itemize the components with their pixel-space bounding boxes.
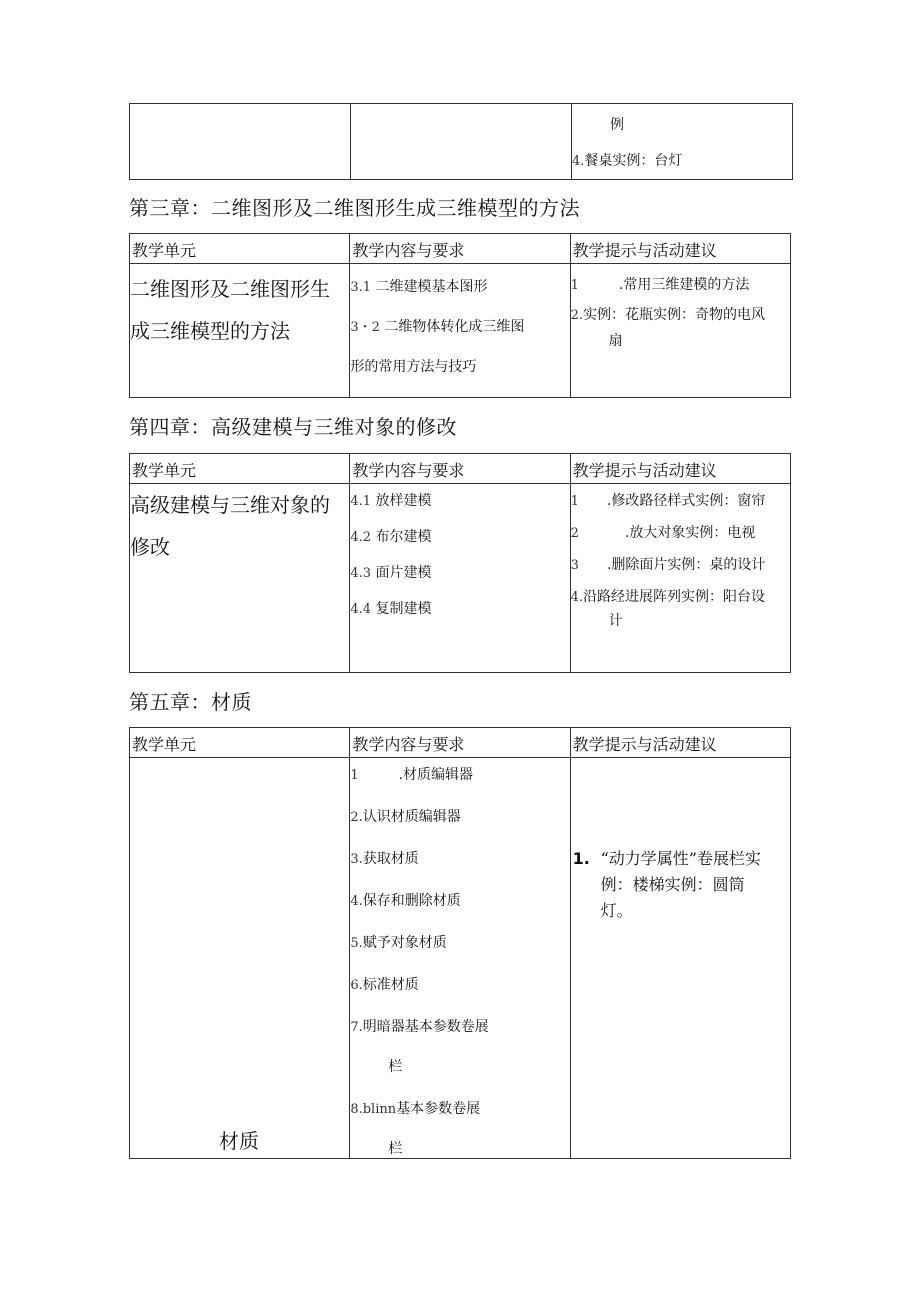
unit-cell (130, 104, 351, 180)
tip-line: 计 (608, 613, 623, 629)
header-content: 教学内容与要求 (350, 728, 570, 758)
content-line: 3.1 二维建模基本图形 (350, 279, 488, 295)
tip-line: 3 .删除面片实例：桌的设计 (570, 557, 766, 573)
content-line: 1 .材质编辑器 (350, 767, 474, 783)
tips-cell (570, 484, 790, 673)
tip-line: 扇 (608, 333, 623, 349)
tip-line: 1 .常用三维建模的方法 (570, 277, 750, 293)
content-line: 栏 (388, 1141, 403, 1157)
chapter-3-table (129, 233, 791, 398)
unit-label: 材质 (219, 1129, 259, 1153)
chapter-4-title: 第四章：高级建模与三维对象的修改 (129, 415, 457, 439)
header-tips: 教学提示与活动建议 (570, 454, 790, 484)
tips-cell (570, 758, 790, 1159)
chapter-3-title: 第三章：二维图形及二维图形生成三维模型的方法 (129, 196, 580, 220)
tip-line: 1 .修改路径样式实例：窗帘 (570, 493, 766, 509)
content-line: 4.3 面片建模 (350, 565, 432, 581)
tip-line: 4.沿路经进展阵列实例：阳台设 (570, 589, 766, 605)
content-line: 4.保存和删除材质 (350, 893, 461, 909)
header-tips: 教学提示与活动建议 (570, 728, 790, 758)
content-line: 4.4 复制建模 (350, 601, 432, 617)
content-line: 5.赋予对象材质 (350, 935, 447, 951)
content-line: 8.blinn基本参数卷展 (350, 1101, 481, 1117)
tips-cell (570, 264, 790, 398)
unit-cell (130, 758, 350, 1159)
content-line: 4.2 布尔建模 (350, 529, 432, 545)
header-content: 教学内容与要求 (350, 234, 570, 264)
content-line: 3.获取材质 (350, 851, 419, 867)
chapter-5-title: 第五章：材质 (129, 690, 252, 714)
unit-cell: 二维图形及二维图形生成三维模型的方法 (130, 264, 350, 398)
tip-block (571, 846, 790, 924)
header-unit: 教学单元 (130, 454, 350, 484)
tip-line: 例 (610, 117, 624, 133)
header-tips: 教学提示与活动建议 (570, 234, 790, 264)
header-content: 教学内容与要求 (350, 454, 570, 484)
content-line: 3・2 二维物体转化成三维图 (350, 319, 525, 335)
tips-cell (572, 104, 793, 180)
tip-line: 灯。 (600, 901, 633, 920)
header-unit: 教学单元 (130, 234, 350, 264)
content-cell (350, 758, 570, 1159)
tip-line: 4.餐桌实例：台灯 (572, 153, 683, 169)
tip-line: 2.实例：花瓶实例：奇物的电风 (570, 307, 766, 323)
tip-line: 2 .放大对象实例：电视 (570, 525, 756, 541)
chapter-5-table (129, 727, 791, 1159)
content-line: 7.明暗器基本参数卷展 (350, 1019, 489, 1035)
chapter-4-table (129, 453, 791, 673)
content-line: 4.1 放样建模 (350, 493, 432, 509)
tip-line: “动力学属性”卷展栏实 (600, 849, 761, 868)
content-line: 栏 (388, 1059, 403, 1075)
content-line: 6.标准材质 (350, 977, 419, 993)
content-cell (350, 264, 570, 398)
tip-number: 1. (572, 849, 590, 868)
tip-line: 例：楼梯实例：圆筒 (600, 875, 745, 894)
content-line: 形的常用方法与技巧 (350, 359, 477, 375)
content-cell (351, 104, 572, 180)
continuation-table (129, 103, 793, 180)
content-cell (350, 484, 570, 673)
content-line: 2.认识材质编辑器 (350, 809, 461, 825)
header-unit: 教学单元 (130, 728, 350, 758)
unit-cell: 高级建模与三维对象的修改 (130, 484, 350, 673)
